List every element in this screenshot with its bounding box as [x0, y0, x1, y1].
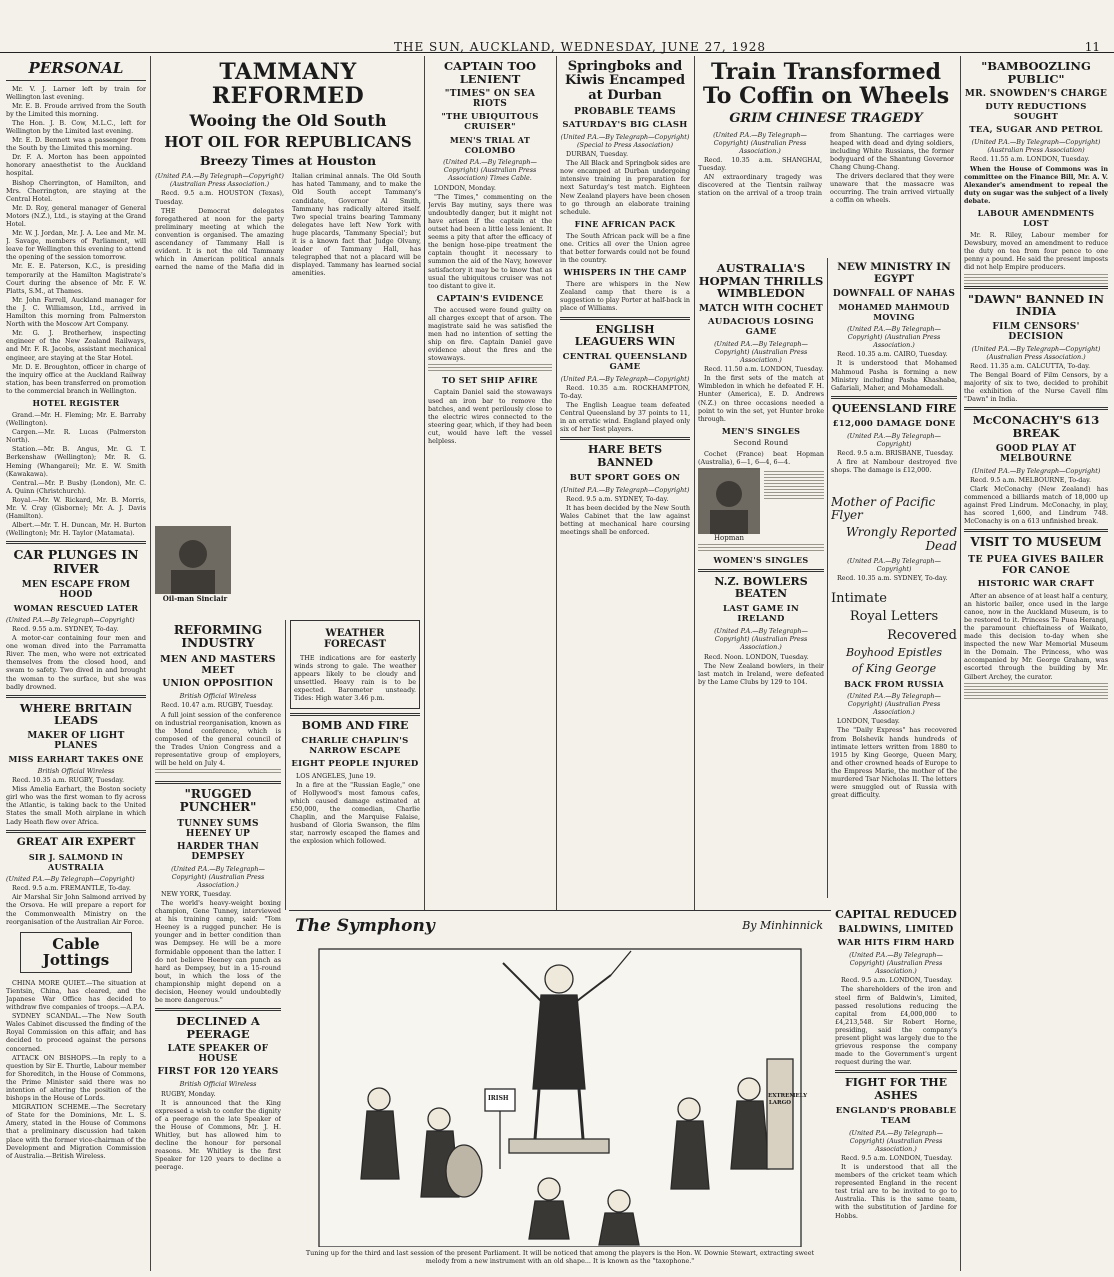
bamboozling-sub1: MR. SNOWDEN'S CHARGE — [964, 89, 1108, 100]
masthead — [0, 0, 1114, 53]
capital-credit: (United P.A.—By Telegraph—Copyright) (Australian Press Association.) — [849, 951, 943, 976]
weather-body: THE indications are for easterly winds strong to gale. The weather appears likely to be cloudy and unsettled. Heavy rain is to be expected. Barometer unsteady. Tides: High water 3.46 p.m. — [294, 654, 416, 703]
capital-headline: CAPITAL REDUCED — [835, 908, 957, 921]
personal-note: Mr. E. D. Bennett was a passenger from the South by the Limited this morning. — [6, 136, 146, 153]
cartoon — [289, 910, 831, 1271]
column-1 — [6, 56, 146, 1271]
captain-body: "The Times," commenting on the Jervis Bay mutiny, says there was undoubtedly danger, but it might not have arisen if the captain at the outset had been a little less lenient. It seems a pity that after the efficacy of the benign hose-pipe treatment the captain thought it necessary to summon the aid of the Navy, however satisfactory it may be to know that as usual the ubiquitous cruiser was not too distant to give it. — [428, 192, 552, 290]
egypt-sub2: MOHAMED MAHMOUD MOVING — [838, 302, 950, 323]
train-headline: Train Transformed To Coffin on Wheels — [702, 59, 950, 110]
captain-dateline: LONDON, Monday. — [434, 183, 496, 192]
betting-body: It has been decided by the New South Wales Cabinet that the law against betting at mechanical hare coursing meetings shall be enforced. — [560, 503, 690, 537]
hopman-credit: (United P.A.—By Telegraph—Copyright) (Australian Press Association.) — [714, 339, 808, 365]
peerage-credit: British Official Wireless — [179, 1080, 257, 1089]
banned-headline: "DAWN" BANNED IN INDIA — [967, 291, 1105, 319]
ship-afire-heading: TO SET SHIP AFIRE — [442, 375, 538, 386]
britain-leads-dateline: Recd. 10.35 a.m. RUGBY, Tuesday. — [12, 776, 125, 785]
tammany-body: THE Democrat delegates foregathered at noon for the party preliminary meeting at which the convention is organised. The amazing ascendancy of Tammany Hall is evident. It is not the old Tammany which in American political annals earned the name of the Mafia did in Italian criminal annals. The Old South has hated Tammany, and to make the Old South accept Tammany's candidate, Governor Al Smith, Tammany has radically altered itself. Two special trains bearing Tammany delegates have left New York with huge placards, 'Tammany Special'; but it is a known fact that Judge Olvany, leader of Tammany Hall, has telegraphed that not a placard will be displayed. Tammany has learned social amenities. — [155, 172, 421, 278]
egypt-dateline: Recd. 10.35 a.m. CAIRO, Tuesday. — [837, 350, 948, 359]
ashes-credit: (United P.A.—By Telegraph—Copyright) (Australian Press Association.) — [849, 1128, 943, 1153]
hopman-headline: AUSTRALIA'S HOPMAN THRILLS WIMBLEDON — [698, 261, 824, 301]
weather-heading: WEATHER FORECAST — [323, 628, 387, 650]
hopman-sub1: MATCH WITH COCHET — [699, 303, 823, 314]
egypt-sub1: DOWNFALL OF NAHAS — [832, 289, 956, 300]
reforming-credit: British Official Wireless — [179, 692, 257, 701]
puncher-credit: (United P.A.—By Telegraph—Copyright) (Australian Press Association.) — [171, 864, 265, 889]
personal-note: Bishop Cherrington, of Hamilton, and Mrs. Cherrington, are staying at the Central Hotel. — [6, 178, 146, 203]
portrait-icon — [155, 526, 231, 594]
cable-item: CHINA MORE QUIET.—The situation at Tientsin, China, has cleared, and the Japanese War Office has decided to withdraw five companies of troops.—A.P.A. — [6, 978, 146, 1012]
bomb-body: In a fire at the "Russian Eagle," one of Hollywood's most famous cafes, which caused damage estimated at £50,000, the comedian, Charlie Chaplin, and the Marquise Falaise, husband of Gloria Swanson, the film star, narrowly escaped the flames and the explosion which followed. — [290, 780, 420, 846]
egypt-credit: (United P.A.—By Telegraph—Copyright) (Australian Press Association.) — [847, 325, 941, 350]
hotel-register — [6, 411, 146, 537]
capital-body: The shareholders of the iron and steel firm of Baldwin's, Limited, passed resolutions reducing the capital from £4,000,000 to £4,213,548. Sir Robert Horne, presiding, said the company's present plight was largely due to the grievous response the company made to the Government's urgent request during the war. — [835, 985, 957, 1067]
train-body2: The drivers declared that they were unaware that the massacre was occurring. The train arrived virtually a coffin on wheels. — [830, 172, 954, 205]
museum-sub2: HISTORIC WAR CRAFT — [977, 578, 1095, 589]
royal-sub2: of King George — [851, 661, 937, 675]
sinclair-portrait — [155, 526, 231, 594]
hotel-entry: Albert.—Mr. T. H. Duncan, Mr. H. Burton (Wellington); Mr. H. Taylor (Matamata). — [6, 521, 146, 538]
banned-body: The Bengal Board of Film Censors, by a majority of six to two, decided to prohibit the exhibition of the Nurse Cavell film "Dawn" in India. — [964, 371, 1108, 404]
bamboozling-sub3: TEA, SUGAR AND PETROL — [969, 125, 1103, 136]
photo-caption: Oil-man Sinclair — [162, 594, 228, 603]
mccon-dateline: Recd. 9.5 a.m. MELBOURNE, To-day. — [970, 475, 1091, 484]
car-plunges-headline: CAR PLUNGES IN RIVER — [13, 547, 139, 577]
train-body: AN extraordinary tragedy was discovered at the Tientsin railway station on the arrival of a troop train from Shantung. The carriages were heaped with dead and dying soldiers, including White Russians, the former bodyguard of the Shantung Governor Chang Chung-Chang. — [698, 130, 954, 198]
air-expert-headline: GREAT AIR EXPERT — [16, 835, 136, 848]
leaguers-sub1: CENTRAL QUEENSLAND GAME — [562, 351, 688, 372]
bamboozling-sub2: DUTY REDUCTIONS SOUGHT — [985, 102, 1087, 123]
leaguers-body: The English League team defeated Central Queensland by 37 points to 11, in an erratic wind. England played only six of her Test players. — [560, 401, 690, 434]
personal-note: Mr. E. E. Paterson, K.C., is presiding temporarily at the Hamilton Magistrate's Court during the absence of Mr. F. W. Platts, S.M., at Thames. — [6, 262, 146, 295]
museum-body: After an absence of at least half a century, an historic bailer, once used in the large canoe, now in the Auckland Museum, is to be restored to it. Princess Te Puea Herangi, the paramount chieftainess of Waikato, made this decision to-day when she inspected the new War Memorial Museum in the Domain. The Princess, who was accompanied by Mr. George Graham, was escorted through the building by Mr. Gilbert Archey, the curator. — [964, 591, 1108, 681]
betting-sub1: BUT SPORT GOES ON — [569, 472, 681, 483]
springboks-body3: There are whispers in the New Zealand camp that there is a suggestion to play Porter at half-back in place of Williams. — [560, 280, 690, 313]
ashes-dateline: Recd. 9.5 a.m. LONDON, Tuesday. — [841, 1153, 953, 1162]
cable-jottings-heading: Cable Jottings — [20, 932, 132, 973]
captain-headline: CAPTAIN TOO LENIENT — [443, 59, 537, 86]
result-line: Cochet (France) beat Hopman (Australia), 6—1, 6—4, 6—4. — [698, 449, 824, 466]
betting-credit: (United P.A.—By Telegraph—Copyright) — [560, 485, 690, 494]
reforming-body: A full joint session of the conference on industrial reorganisation, known as the Mond conference, which is composed of the general council of the Trades Union Congress and a representative group of employers, will be held on July 4. — [155, 710, 281, 768]
tammany-article — [155, 56, 421, 616]
puncher-sub2: HARDER THAN DEMPSEY — [177, 841, 259, 862]
springboks-dateline: DURBAN, Tuesday. — [566, 150, 629, 159]
leaguers-credit: (United P.A.—By Telegraph—Copyright) — [560, 374, 690, 383]
reforming-sub1: MEN AND MASTERS MEET — [160, 654, 276, 677]
personal-note: Mr. D. Roy, general manager of General Motors (N.Z.), Ltd., is staying at the Grand Hotel. — [6, 203, 146, 228]
page-number: 11 — [1084, 40, 1100, 54]
hotel-entry: Royal.—Mr. W. Rickard, Mr. B. Morris, Mr. V. Cray (Gisborne); Mr. A. J. Davis (Hamilton). — [6, 495, 146, 521]
puncher-dateline: NEW YORK, Tuesday. — [161, 889, 232, 898]
personal-note: Mr. D. E. Broughton, officer in charge of the inquiry office at the Auckland Railway station, has been transferred on promotion to the commercial branch in Wellington. — [6, 362, 146, 395]
hotel-entry: Central.—Mr. P. Busby (London), Mr. C. A. Quinn (Christchurch). — [6, 478, 146, 495]
hopman-sub2: AUDACIOUS LOSING GAME — [708, 316, 814, 337]
tammany-sub3: Breezy Times at Houston — [199, 153, 377, 169]
photo-caption: Hopman — [713, 534, 745, 543]
column-3-lower — [290, 620, 420, 910]
bomb-sub1: CHARLIE CHAPLIN'S NARROW ESCAPE — [301, 735, 409, 756]
car-plunges-body: A motor-car containing four men and one woman dived into the Parramatta River. The men, who were not extricated themselves from the closed hood, and swam to safety. Two dived in and brought the woman to the surface, but she was badly drowned. — [6, 634, 146, 691]
qfire-headline: QUEENSLAND FIRE — [831, 401, 957, 415]
springboks-sub4: WHISPERS IN THE CAMP — [563, 267, 687, 278]
qfire-sub1: £12,000 DAMAGE DONE — [832, 418, 956, 429]
flyer-dateline: Recd. 10.35 a.m. SYDNEY, To-day. — [837, 573, 948, 582]
car-plunges-sub2: WOMAN RESCUED LATER — [13, 602, 139, 613]
springboks-body2: The South African pack will be a fine one. Critics all over the Union agree that better forwards could not be found in the country. — [560, 231, 690, 265]
royal-article — [831, 588, 957, 898]
bomb-dateline: LOS ANGELES, June 19. — [296, 771, 376, 780]
peerage-dateline: RUGBY, Monday. — [161, 1089, 216, 1098]
bowlers-headline: N.Z. BOWLERS BEATEN — [714, 575, 808, 601]
personal-notes — [6, 85, 146, 395]
air-expert-dateline: Recd. 9.5 a.m. FREMANTLE, To-day. — [12, 884, 131, 893]
britain-leads-headline: WHERE BRITAIN LEADS — [19, 700, 133, 728]
reforming-headline: REFORMING INDUSTRY — [173, 623, 263, 651]
bowlers-sub1: LAST GAME IN IRELAND — [722, 604, 800, 625]
weather-box — [290, 620, 420, 709]
cartoon-sign-right: EXTREMELY LARGO — [768, 1093, 808, 1106]
train-credit: (United P.A.—By Telegraph—Copyright) (Australian Press Association.) — [713, 130, 807, 155]
britain-leads-credit: British Official Wireless — [37, 767, 115, 775]
museum-sub1: TE PUEA GIVES BAILER FOR CANOE — [968, 553, 1104, 576]
captain-body2: The accused were found guilty on all charges except that of arson. The magistrate said he was satisfied the men had no intention of setting the ship on fire. Captain Daniel gave evidence about the fires and the stowaways. — [428, 305, 552, 363]
peerage-headline: DECLINED A PEERAGE — [176, 1014, 260, 1041]
bomb-headline: BOMB AND FIRE — [301, 718, 409, 732]
column-2-lower — [155, 620, 281, 1270]
springboks-sub2: SATURDAY'S BIG CLASH — [562, 119, 688, 130]
hotel-register-heading: HOTEL REGISTER — [32, 397, 120, 408]
royal-headline1: Intimate — [831, 591, 887, 606]
personal-note: Mr. V. J. Larner left by train for Wellington last evening. — [6, 84, 146, 101]
portrait-icon — [698, 468, 760, 534]
hotel-entry: Cargen.—Mr. R. Lucas (Palmerston North). — [6, 428, 146, 445]
flyer-headline1: Mother of Pacific Flyer — [831, 495, 936, 523]
britain-leads-sub1: MAKER OF LIGHT PLANES — [27, 731, 125, 751]
tammany-sub2: HOT OIL FOR REPUBLICANS — [164, 132, 412, 151]
personal-note: The Hon. J. B. Cow, M.L.C., left for Wellington by the Limited last evening. — [6, 118, 146, 135]
banned-dateline: Recd. 11.35 a.m. CALCUTTA, To-day. — [970, 361, 1091, 370]
captain-sub2: "THE UBIQUITOUS CRUISER" — [441, 112, 539, 133]
ashes-body: It is understood that all the members of the cricket team which represented England in the recent test trial are to be invited to go to Australia. This is the same team, with the substitution of Jardine for Hobbs. — [835, 1162, 957, 1220]
springboks-headline: Springboks and Kiwis Encamped at Durban — [564, 59, 686, 103]
cartoon-sign-left: IRISH — [488, 1095, 509, 1102]
egypt-body: It is understood that Mohamed Mahmoud Pasha is forming a new Ministry including Pasha Khashaba, Gafariali, Maher, and Mohamedali. — [831, 359, 957, 392]
bamboozling-body: When the House of Commons was in committee on the Finance Bill, Mr. A. V. Alexander's amendment to repeal the duty on sugar was the subject of a lively debate. — [964, 164, 1108, 205]
flyer-credit: (United P.A.—By Telegraph—Copyright) — [847, 556, 941, 573]
royal-headline3: Recovered — [887, 627, 957, 643]
hopman-photo — [698, 468, 760, 542]
personal-note: Mr. E. B. Froude arrived from the South by the Limited this morning. — [6, 101, 146, 118]
personal-note: Dr. F. A. Morton has been appointed honorary anaesthetist to the Auckland hospital. — [6, 153, 146, 178]
hopman-photo-row — [698, 468, 824, 542]
results-sub: Second Round — [733, 438, 789, 447]
hopman-dateline: Recd. 11.50 a.m. LONDON, Tuesday. — [704, 365, 824, 374]
bowlers-body: The New Zealand bowlers, in their last match in Ireland, were defeated by the Lame Clubs by 129 to 104. — [698, 661, 824, 686]
bomb-sub2: EIGHT PEOPLE INJURED — [291, 758, 419, 769]
royal-sub1: Boyhood Epistles — [845, 645, 943, 659]
leaguers-dateline: Recd. 10.35 a.m. ROCKHAMPTON, To-day. — [560, 383, 690, 400]
ashes-sub1: ENGLAND'S PROBABLE TEAM — [835, 1105, 957, 1126]
car-plunges-dateline: Recd. 9.55 a.m. SYDNEY, To-day. — [12, 624, 119, 633]
cartoon-title: The Symphony — [295, 916, 435, 936]
peerage-sub2: FIRST FOR 120 YEARS — [157, 1067, 279, 1078]
springboks-credit: (United P.A.—By Telegraph—Copyright) (Special to Press Association) — [560, 132, 690, 149]
ship-afire-body: Captain Daniel said the stowaways used an iron bar to remove the batches, and went perilously close to the electric wires connected to the steering gear, which, if they had been cut, would have left the vessel helpless. — [428, 388, 552, 445]
tammany-photo — [155, 526, 235, 606]
results-heading: MEN'S SINGLES — [721, 425, 801, 436]
springboks-article — [560, 56, 690, 911]
column-8 — [964, 56, 1108, 1271]
cable-item: ATTACK ON BISHOPS.—In reply to a question by Sir E. Thurtle, Labour member for Shoreditch, in the House of Commons, the Prime Minister said there was no intention of altering the position of the bishops in the House of Lords. — [6, 1053, 146, 1103]
tammany-credit: (United P.A.—By Telegraph—Copyright) (Australian Press Association.) — [155, 172, 284, 189]
bowlers-dateline: Recd. Noon. LONDON, Tuesday. — [704, 652, 809, 661]
column-7-mid — [831, 258, 957, 488]
peerage-sub1: LATE SPEAKER OF HOUSE — [167, 1044, 269, 1065]
cartoon-caption: Tuning up for the third and last session of the present Parliament. It will be noticed that among the players is the Hon. W. Downie Stewart, extracting sweet melody from a new instrument with an old shape... It is known as the "taxophone." — [305, 1249, 815, 1265]
qfire-dateline: Recd. 9.5 a.m. BRISBANE, Tuesday. — [837, 449, 954, 458]
personal-note: Mr. John Farrell, Auckland manager for the J. C. Williamson, Ltd., arrived in Hamilton this morning from Palmerston North with the Moscow Art Company. — [6, 295, 146, 329]
mccon-headline: McCONACHY'S 613 BREAK — [972, 413, 1100, 441]
reforming-dateline: Recd. 10.47 a.m. RUGBY, Tuesday. — [161, 701, 274, 710]
hopman-article — [698, 258, 824, 898]
bamboozling-credit: (United P.A.—By Telegraph—Copyright) (Australian Press Association) — [971, 138, 1101, 155]
puncher-sub1: TUNNEY SUMS HEENEY UP — [177, 818, 259, 839]
banned-sub1: FILM CENSORS' DECISION — [992, 321, 1080, 342]
capital-sub2: WAR HITS FIRM HARD — [837, 938, 955, 949]
britain-leads-sub2: MISS EARHART TAKES ONE — [8, 754, 144, 764]
ashes-headline: FIGHT FOR THE ASHES — [844, 1076, 948, 1102]
qfire-body: A fire at Nambour destroyed five shops. The damage is £12,000. — [831, 458, 957, 475]
springboks-body: The All Black and Springbok sides are now encamped at Durban undergoing intensive training in preparation for next Saturday's test match. Eighteen New Zealand players have been chosen to go through an elaborate training schedule. — [560, 159, 690, 216]
bamboozling-sub4: LABOUR AMENDMENTS LOST — [977, 208, 1095, 229]
betting-dateline: Recd. 9.5 a.m. SYDNEY, To-day. — [566, 494, 669, 503]
train-dateline: Recd. 10.35 a.m. SHANGHAI, Tuesday. — [698, 155, 822, 173]
puncher-body: The world's heavy-weight boxing champion, Gene Tunney, interviewed at his training camp, said: "Tom Heeney is a rugged puncher. He is younger and in better condition than was Dempsey. He will be a more formidable opponent than the latter. I do not believe Heeney can punch as hard as Dempsey, but in a 15-round bout, in which the loss of the championship might depend on a decision, Heeney would undoubtedly be more dangerous." — [155, 898, 281, 1005]
betting-headline: HARE BETS BANNED — [587, 443, 663, 469]
bamboozling-body2: Mr. R. Riley, Labour member for Dewsbury, moved an amendment to reduce the duty on tea from four pence to one penny a pound. He said the present imposts did not help Empire producers. — [964, 231, 1108, 272]
flyer-headline2: Wrongly Reported Dead — [846, 525, 957, 553]
puncher-headline: "RUGGED PUNCHER" — [179, 787, 257, 815]
springboks-sub1: PROBABLE TEAMS — [574, 106, 676, 117]
mccon-sub1: GOOD PLAY AT MELBOURNE — [995, 443, 1077, 464]
peerage-body: It is announced that the King expressed a wish to confer the dignity of a peerage on the late Speaker of the House of Commons, Mr. J. H. Whitley, but has allowed him to decline the honour for personal reasons. Mr. Whitley is the first Speaker for 120 years to decline a peerage. — [155, 1098, 281, 1172]
capital-sub1: BALDWINS, LIMITED — [838, 925, 954, 936]
bamboozling-headline: "BAMBOOZLING PUBLIC" — [981, 59, 1091, 86]
train-article — [698, 56, 954, 256]
personal-note: Mr. W. J. Jordan, Mr. J. A. Lee and Mr. M. J. Savage, members of Parliament, will leave for Wellington this evening to attend the opening of the session tomorrow. — [6, 229, 146, 262]
captain-sub3: MEN'S TRIAL AT COLOMBO — [449, 135, 531, 156]
mccon-credit: (United P.A.—By Telegraph—Copyright) — [971, 466, 1101, 475]
bowlers-credit: (United P.A.—By Telegraph—Copyright) (Australian Press Association.) — [714, 627, 808, 652]
flyer-article — [831, 492, 957, 582]
royal-sub3: BACK FROM RUSSIA — [844, 679, 944, 690]
car-plunges-sub1: MEN ESCAPE FROM HOOD — [21, 579, 131, 600]
bamboozling-dateline: Recd. 11.55 a.m. LONDON, Tuesday. — [970, 155, 1090, 164]
cable-item: SYDNEY SCANDAL.—The New South Wales Cabinet discussed the finding of the Royal Commission on this affair, and has decided to proceed against the persons concerned. — [6, 1012, 146, 1053]
hotel-entry: Grand.—Mr. H. Fleming; Mr. E. Barraby (Wellington). — [6, 410, 146, 428]
springboks-sub3: FINE AFRICAN PACK — [574, 218, 676, 229]
personal-heading: PERSONAL — [6, 60, 146, 81]
captain-sub1: "TIMES" ON SEA RIOTS — [444, 89, 536, 110]
personal-note: Mr. G. J. Brotherhew, inspecting engineer of the New Zealand Railways, and Mr. F. R. Jacobs, assistant mechanical engineer, are staying at the Star Hotel. — [6, 329, 146, 362]
cable-item: MIGRATION SCHEME.—The Secretary of State for the Dominions, Mr. L. S. Amery, stated in the House of Commons that a preliminary discussion had taken place with the former vice-chairman of the Development and Migration Commission of Australia.—British Wireless. — [6, 1103, 146, 1160]
museum-headline: VISIT TO MUSEUM — [970, 535, 1102, 550]
capital-dateline: Recd. 9.5 a.m. LONDON, Tuesday. — [841, 976, 953, 985]
captain-article — [428, 56, 552, 911]
egypt-headline: NEW MINISTRY IN EGYPT — [837, 261, 951, 285]
symphony-illustration — [289, 939, 831, 1247]
britain-leads-body: Miss Amelia Earhart, the Boston society girl who was the first woman to fly across the Atlantic, is taking back to the United States the small Moth airplane in which Lady Heath flew over Africa. — [6, 785, 146, 826]
hopman-body: In the first sets of the match at Wimbledon in which he defeated F. H. Hunter (America), E. D. Andrews (N.Z.) on three occasions needed a point to win the set, yet Hunter broke through. — [698, 374, 824, 423]
banned-credit: (United P.A.—By Telegraph—Copyright) (Australian Press Association.) — [971, 344, 1101, 361]
royal-body: The "Daily Express" has recovered from Bolshevik hands hundreds of intimate letters written from 1880 to 1915 by King George, Queen Mary, and other crowned heads of Europe to the Empress Marie, the mother of the murdered Tsar Nicholas II. The letters were smuggled out of Russia with great difficulty. — [831, 726, 957, 800]
masthead-title: THE SUN, AUCKLAND, WEDNESDAY, JUNE 27, 1928 — [393, 40, 767, 54]
royal-credit: (United P.A.—By Telegraph—Copyright) (Australian Press Association.) — [847, 692, 941, 717]
royal-dateline: LONDON, Tuesday. — [837, 717, 900, 726]
cartoon-byline: By Minhinnick — [742, 919, 823, 932]
reforming-sub2: UNION OPPOSITION — [162, 679, 274, 690]
train-sub1: GRIM CHINESE TRAGEDY — [729, 111, 923, 127]
mccon-body: Clark McConachy (New Zealand) has commenced a billiards match of 18,000 up against Fred Lindrum. McConachy, in play, has scored 1,600, and Lindrum 748. McConachy is on a 613 unfinished break. — [964, 484, 1108, 526]
air-expert-sub1: SIR J. SALMOND IN AUSTRALIA — [28, 852, 124, 873]
tammany-sub1: Wooing the Old South — [189, 111, 387, 131]
car-plunges-credit: (United P.A.—By Telegraph—Copyright) — [6, 615, 135, 624]
captain-credit: (United P.A.—By Telegraph—Copyright) (Australian Press Association) Times Cable. — [443, 158, 537, 183]
captain-sub4: CAPTAIN'S EVIDENCE — [436, 292, 544, 303]
royal-headline2: Royal Letters — [849, 609, 939, 625]
column-7-lower — [835, 905, 957, 1270]
air-expert-credit: (United P.A.—By Telegraph—Copyright) — [6, 875, 135, 884]
air-expert-body: Air Marshal Sir John Salmond arrived by the Orsova. He will prepare a report for the Commonwealth Ministry on the reorganisation of the Australian Air Force. — [6, 893, 146, 926]
hopman-portrait — [698, 468, 760, 534]
tammany-headline: TAMMANY REFORMED — [211, 59, 365, 110]
womens-heading: WOMEN'S SINGLES — [713, 555, 809, 566]
qfire-credit: (United P.A.—By Telegraph—Copyright) — [847, 431, 941, 449]
hotel-entry: Station.—Mr. B. Angus, Mr. G. T. Berkenshaw (Wellington); Mr. R. G. Heming (Whangarei); Mr. E. W. Smith (Kawakawa). — [6, 445, 146, 478]
tammany-dateline: Recd. 9.5 a.m. HOUSTON (Texas), Tuesday. — [155, 189, 284, 206]
leaguers-headline: ENGLISH LEAGUERS WIN — [574, 322, 676, 348]
